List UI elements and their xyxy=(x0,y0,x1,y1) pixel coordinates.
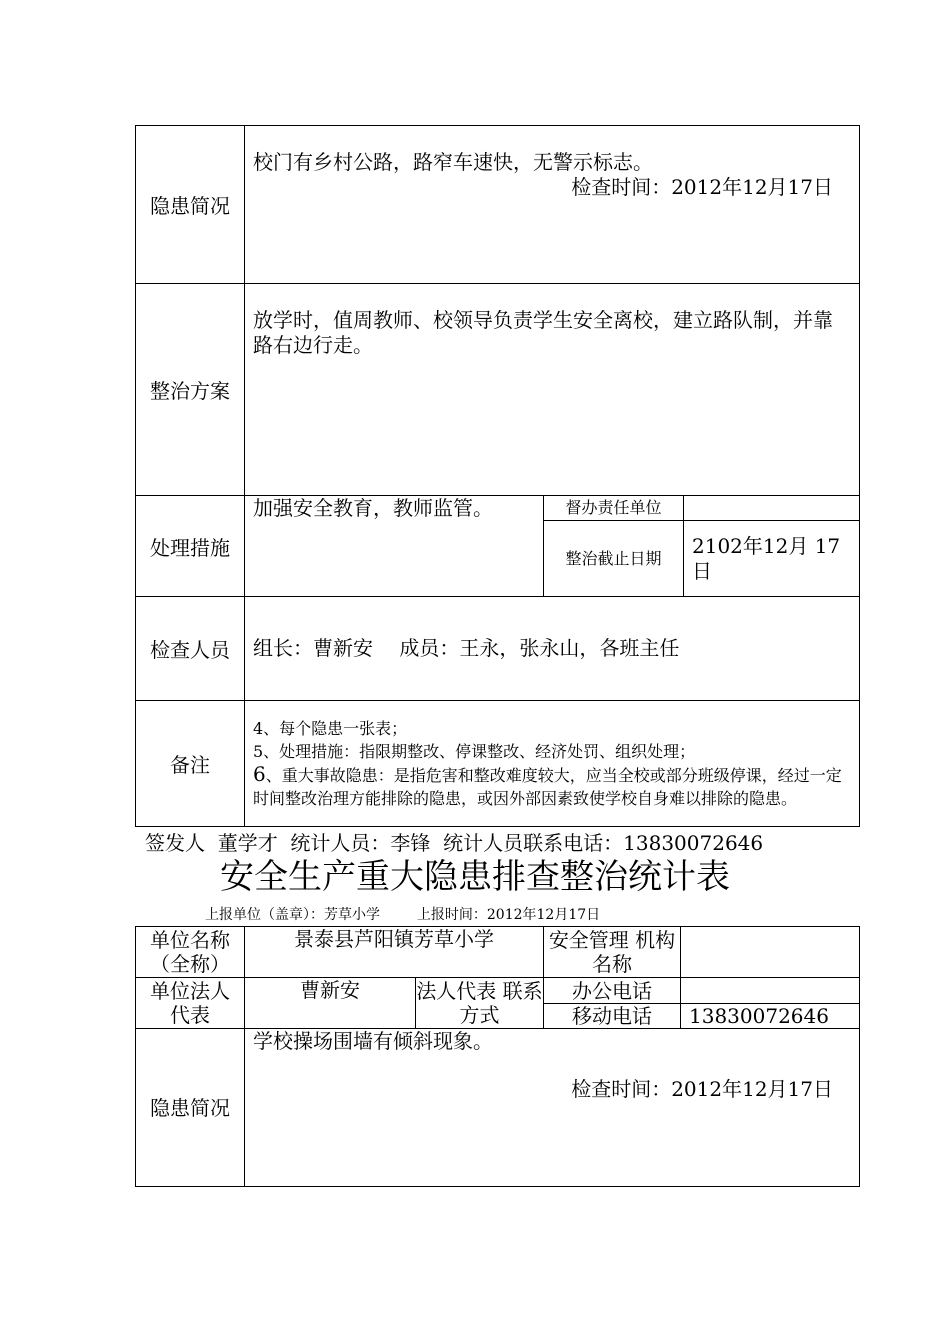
deadline-value: 2102年12月 17日 xyxy=(684,521,860,597)
unit-name-value: 景泰县芦阳镇芳草小学 xyxy=(245,927,544,978)
office-phone-label: 办公电话 xyxy=(544,978,681,1004)
rectification-plan-label: 整治方案 xyxy=(136,284,245,496)
inspector-text: 组长：曹新安 成员：王永，张永山，各班主任 xyxy=(245,597,860,701)
supervise-unit-value xyxy=(684,496,860,521)
signature-line: 签发人 董学才 统计人员：李锋 统计人员联系电话：13830072646 xyxy=(145,831,764,855)
measures-text: 加强安全教育，教师监管。 xyxy=(245,496,544,597)
page-title: 安全生产重大隐患排查整治统计表 xyxy=(220,857,730,897)
remark-item-6 xyxy=(253,763,851,810)
inspector-row xyxy=(136,597,860,701)
unit-info-table xyxy=(135,926,860,1187)
hazard-summary-cell-2 xyxy=(245,1029,860,1187)
legal-contact-label: 法人代表 联系方式 xyxy=(416,979,543,1027)
report-info: 上报单位（盖章）：芳草小学 上报时间：2012年12月17日 xyxy=(205,907,601,923)
rectification-plan-text: 放学时，值周教师、校领导负责学生安全离校，建立路队制，并靠路右边行走。 xyxy=(245,284,860,496)
hazard-summary-label: 隐患简况 xyxy=(136,126,245,284)
safety-org-label: 安全管理 机构名称 xyxy=(544,927,681,978)
hazard-summary-text-2: 学校操场围墙有倾斜现象。 xyxy=(253,1029,493,1053)
mobile-value: 13830072646 xyxy=(681,1004,860,1029)
inspector-label: 检查人员 xyxy=(136,597,245,701)
unit-name-row xyxy=(136,927,860,978)
hazard-record-table xyxy=(135,125,860,827)
rectification-plan-row xyxy=(136,284,860,496)
remarks-label: 备注 xyxy=(136,701,245,827)
mobile-label: 移动电话 xyxy=(544,1004,681,1029)
hazard-summary-text: 校门有乡村公路，路窄车速快，无警示标志。 xyxy=(253,150,653,174)
measures-label: 处理措施 xyxy=(136,496,245,597)
hazard-summary-row-2 xyxy=(136,1029,860,1187)
legal-rep-row-a xyxy=(136,978,860,1004)
safety-org-value xyxy=(681,927,860,978)
remark-item-5: 5、处理措施：指限期整改、停课整改、经济处罚、组织处理； xyxy=(253,742,696,761)
remark-item-6-text: 、重大事故隐患：是指危害和整改难度较大，应当全校或部分班级停课，经过一定时间整改治理方能排除的隐患，或因外部因素致使学校自身难以排除的隐患。 xyxy=(253,766,842,808)
unit-name-label: 单位名称（全称） xyxy=(136,927,245,978)
office-phone-value xyxy=(681,978,860,1004)
hazard-summary-row xyxy=(136,126,860,284)
remarks-cell xyxy=(245,701,860,827)
deadline-label: 整治截止日期 xyxy=(544,521,684,597)
hazard-check-time-2: 检查时间：2012年12月17日 xyxy=(571,1077,833,1101)
legal-rep-label: 单位法人代表 xyxy=(136,978,245,1029)
remark-item-4: 4、每个隐患一张表； xyxy=(253,719,408,738)
hazard-summary-label-2: 隐患简况 xyxy=(136,1029,245,1187)
supervise-unit-label: 督办责任单位 xyxy=(544,496,684,521)
remark-item-6-number: 6 xyxy=(253,762,266,786)
remarks-row xyxy=(136,701,860,827)
measures-row-a xyxy=(136,496,860,521)
legal-rep-value: 曹新安 xyxy=(245,978,416,1029)
hazard-check-time: 检查时间：2012年12月17日 xyxy=(571,175,833,199)
hazard-summary-cell xyxy=(245,126,860,284)
